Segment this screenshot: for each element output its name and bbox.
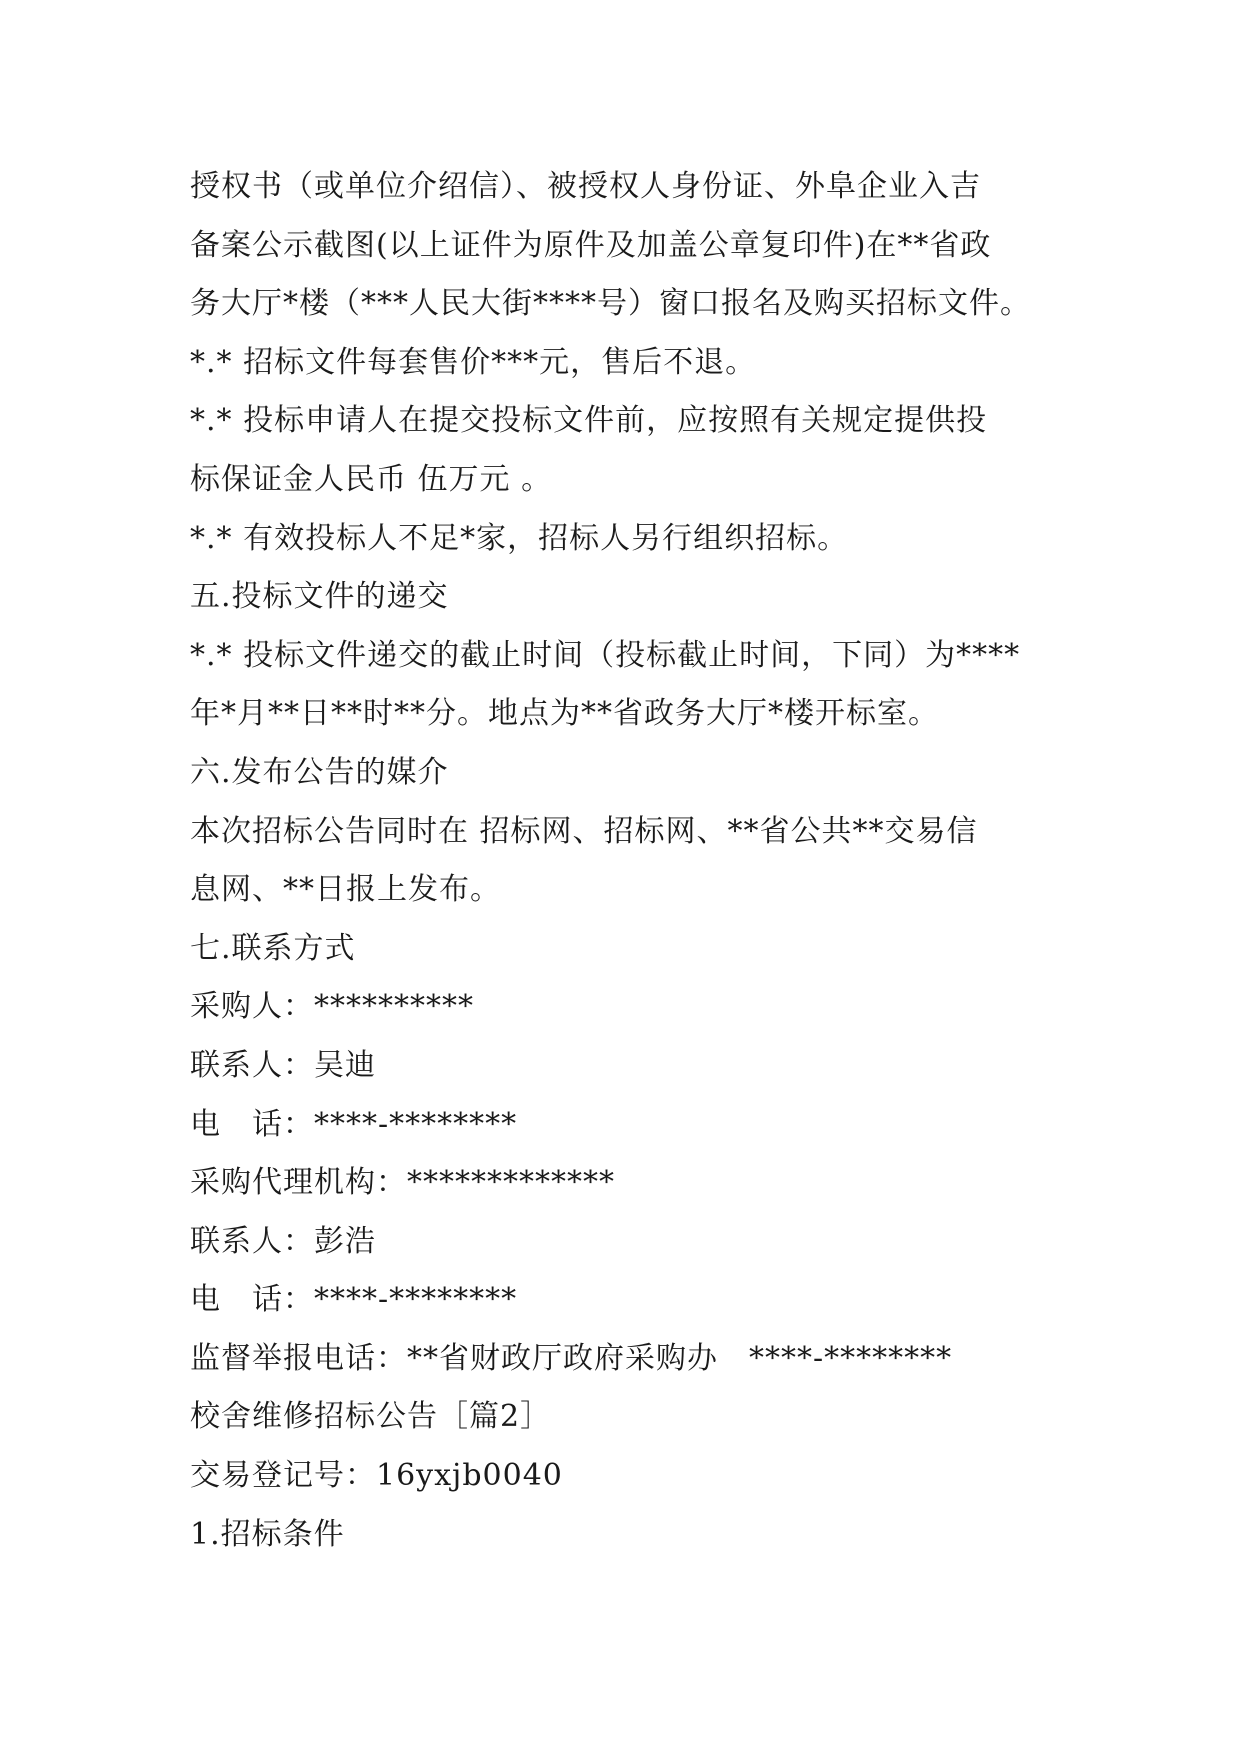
purchaser-line: 采购人：**********: [190, 989, 474, 1025]
section-heading-6: 六.发布公告的媒介: [190, 754, 449, 790]
agency-phone-line: 电 话：****-********: [190, 1282, 518, 1318]
text-line-6: 标保证金人民币 伍万元 。: [190, 461, 553, 497]
text-line-5: *.* 投标申请人在提交投标文件前，应按照有关规定提供投: [190, 403, 988, 439]
phone-line: 电 话：****-********: [190, 1106, 518, 1142]
section-heading-1: 1.招标条件: [190, 1516, 345, 1552]
text-line-4: *.* 招标文件每套售价***元，售后不退。: [190, 344, 757, 380]
agency-contact-line: 联系人：彭浩: [190, 1223, 376, 1259]
text-line-3: 务大厅*楼（***人民大街****号）窗口报名及购买招标文件。: [190, 286, 1031, 322]
contact-person-line: 联系人：吴迪: [190, 1047, 376, 1083]
text-line-7: *.* 有效投标人不足*家，招标人另行组织招标。: [190, 520, 849, 556]
agency-line: 采购代理机构：*************: [190, 1165, 615, 1201]
supervision-phone-line: 监督举报电话：**省财政厅政府采购办 ****-********: [190, 1340, 953, 1376]
text-line-1: 授权书（或单位介绍信）、被授权人身份证、外阜企业入吉: [190, 169, 981, 204]
document-page: [190, 158, 1060, 1564]
text-line-9: *.* 投标文件递交的截止时间（投标截止时间，下同）为****: [190, 637, 1021, 673]
announcement-title: 校舍维修招标公告［篇2］: [190, 1399, 552, 1435]
text-line-13: 息网、**日报上发布。: [190, 872, 501, 908]
text-line-12: 本次招标公告同时在 招标网、招标网、**省公共**交易信: [190, 813, 978, 849]
text-line-2: 备案公示截图(以上证件为原件及加盖公章复印件)在**省政: [190, 227, 992, 263]
registration-number-line: 交易登记号：16yxjb0040: [190, 1458, 563, 1494]
section-heading-7: 七.联系方式: [190, 930, 356, 966]
section-heading-5: 五.投标文件的递交: [190, 579, 449, 615]
text-line-10: 年*月**日**时**分。地点为**省政务大厅*楼开标室。: [190, 696, 939, 732]
